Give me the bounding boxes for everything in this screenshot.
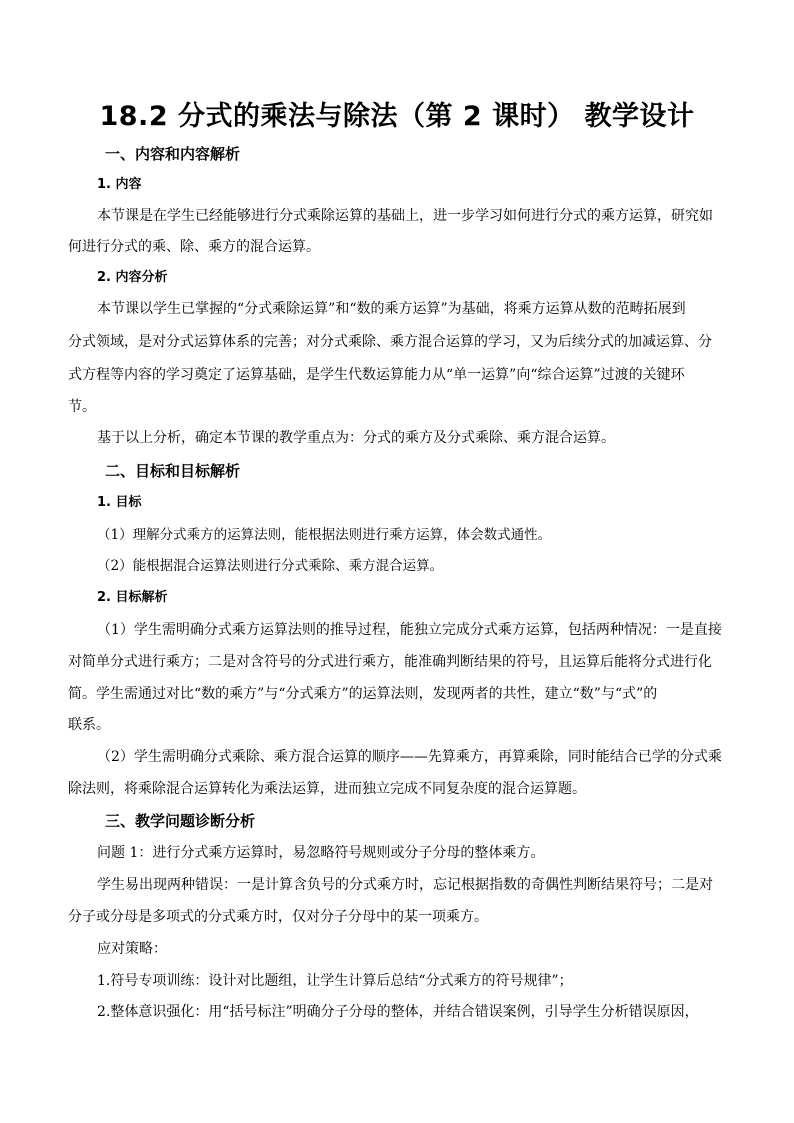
subheading-content-analysis: 2. 内容分析 [97, 270, 168, 285]
strategy-label: 应对策略： [97, 941, 167, 957]
problem-statement: 问题 1：进行分式乘方运算时，易忽略符号规则或分子分母的整体乘方。 [97, 845, 545, 861]
paragraph-line: 分式领域，是对分式运算体系的完善；对分式乘除、乘方混合运算的学习，又为后续分式的加减运算、分 [68, 334, 712, 350]
goal-item: （2）能根据混合运算法则进行分式乘除、乘方混合运算。 [97, 558, 444, 574]
paragraph-line: 本节课是在学生已经能够进行分式乘除运算的基础上，进一步学习如何进行分式的乘方运算，研究如 [97, 208, 713, 224]
subheading-content: 1. 内容 [97, 177, 142, 192]
section-heading-goals: 二、目标和目标解析 [105, 462, 241, 480]
paragraph-line: 何进行分式的乘、除、乘方的混合运算。 [68, 239, 320, 255]
strategy-item: 1.符号专项训练：设计对比题组，让学生计算后总结“分式乘方的符号规律”； [97, 973, 573, 989]
goal-item: （1）理解分式乘方的运算法则，能根据法则进行乘方运算，体会数式通性。 [97, 527, 552, 543]
paragraph-line: 本节课以学生已掌握的“分式乘除运算”和“数的乘方运算”为基础，将乘方运算从数的范畴拓展到 [97, 301, 686, 317]
section-heading-diagnosis: 三、教学问题诊断分析 [105, 812, 256, 830]
paragraph-line: 学生易出现两种错误：一是计算含负号的分式乘方时，忘记根据指数的奇偶性判断结果符号；二是对 [97, 877, 713, 893]
paragraph-line: 式方程等内容的学习奠定了运算基础，是学生代数运算能力从“单一运算”向“综合运算”过渡的关键环 [68, 367, 685, 383]
section-heading-content: 一、内容和内容解析 [105, 145, 241, 163]
paragraph-line: 对简单分式进行乘方；二是对含符号的分式进行乘方，能准确判断结果的符号，且运算后能将分式进行化 [68, 654, 712, 670]
paragraph-line: （1）学生需明确分式乘方运算法则的推导过程，能独立完成分式乘方运算，包括两种情况：一是直接 [97, 622, 722, 638]
subheading-goals: 1. 目标 [97, 495, 142, 510]
paragraph-line: 分子或分母是多项式的分式乘方时，仅对分子分母中的某一项乘方。 [68, 909, 488, 925]
paragraph-line: 简。学生需通过对比“数的乘方”与“分式乘方”的运算法则，发现两者的共性，建立“数”与“式”的 [68, 686, 658, 702]
paragraph-line: 基于以上分析，确定本节课的教学重点为：分式的乘方及分式乘除、乘方混合运算。 [97, 430, 615, 446]
paragraph-line: （2）学生需明确分式乘除、乘方混合运算的顺序——先算乘方，再算乘除，同时能结合已学的分式乘 [97, 749, 722, 765]
subheading-goal-analysis: 2. 目标解析 [97, 590, 168, 605]
document-title: 18.2 分式的乘法与除法（第 2 课时） 教学设计 [99, 101, 695, 132]
strategy-item: 2.整体意识强化：用“括号标注”明确分子分母的整体，并结合错误案例，引导学生分析错误原因， [97, 1004, 699, 1020]
paragraph-line: 除法则，将乘除混合运算转化为乘法运算，进而独立完成不同复杂度的混合运算题。 [68, 781, 586, 797]
paragraph-line: 节。 [68, 399, 96, 415]
paragraph-line: 联系。 [68, 717, 110, 733]
